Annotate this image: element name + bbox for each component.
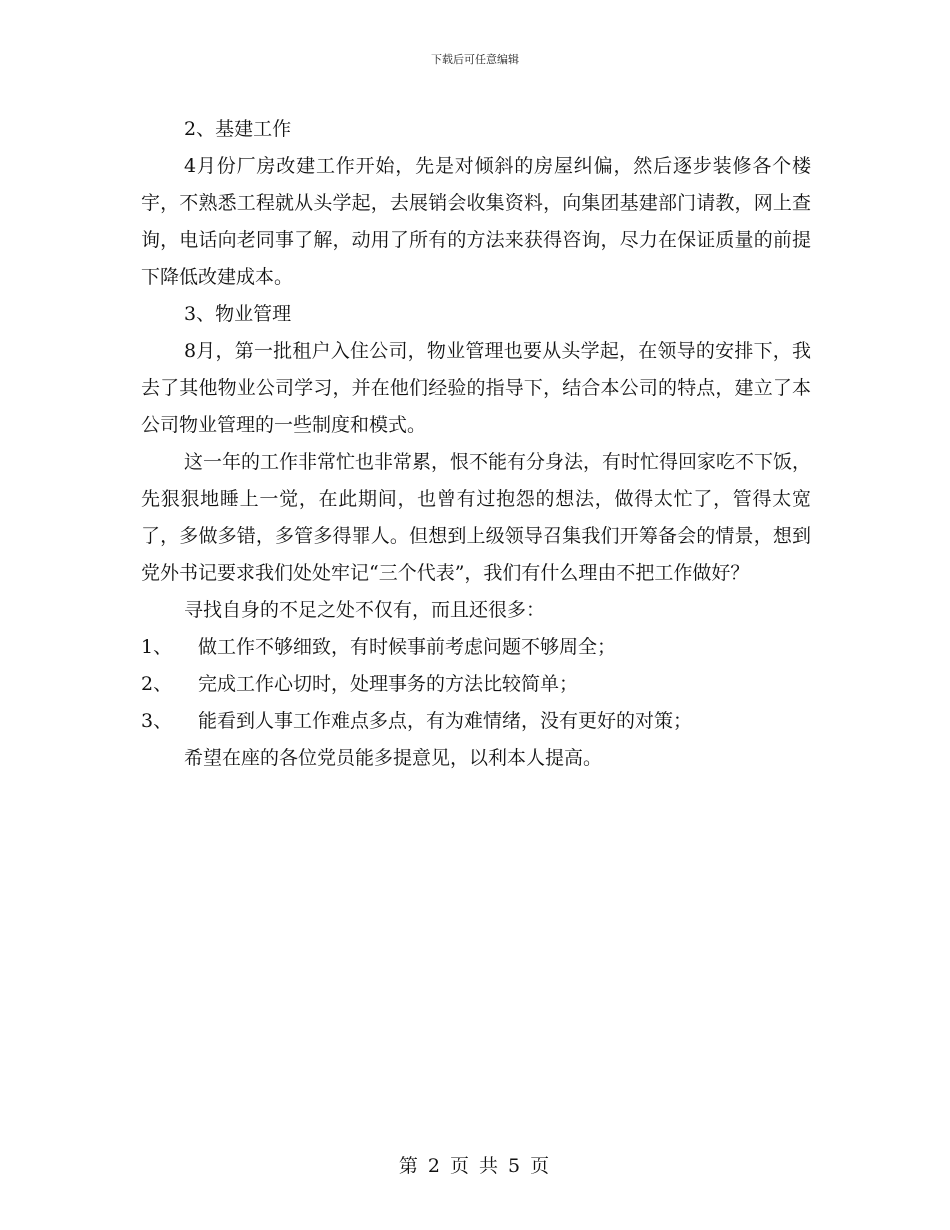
list-item-text: 做工作不够细致，有时候事前考虑问题不够周全； xyxy=(198,636,617,658)
closing-paragraph: 希望在座的各位党员能多提意见，以利本人提高。 xyxy=(184,747,603,769)
section-2-paragraph: 4月份厂房改建工作开始，先是对倾斜的房屋纠偏，然后逐步装修各个楼宇，不熟悉工程就从头学起，去展销会收集资料，向集团基建部门请教，网上查询，电话向老同事了解，动用了所有的方法来获得咨询，尽力在保证质量的前提下降低改建成本。 xyxy=(141,155,811,288)
list-item xyxy=(141,703,811,740)
list-item-text: 能看到人事工作难点多点，有为难情绪，没有更好的对策； xyxy=(198,710,693,732)
list-item xyxy=(141,666,811,703)
list-item-number: 2、 xyxy=(141,673,173,695)
shortcomings-intro: 寻找自身的不足之处不仅有，而且还很多： xyxy=(184,599,546,621)
section-3-paragraph: 8月，第一批租户入住公司，物业管理也要从头学起，在领导的安排下，我去了其他物业公司学习，并在他们经验的指导下，结合本公司的特点，建立了本公司物业管理的一些制度和模式。 xyxy=(141,340,811,436)
list-item-number: 1、 xyxy=(141,636,173,658)
list-item xyxy=(141,629,811,666)
section-3-title: 3、物业管理 xyxy=(184,303,292,325)
reflection-paragraph: 这一年的工作非常忙也非常累，恨不能有分身法，有时忙得回家吃不下饭，先狠狠地睡上一觉，在此期间，也曾有过抱怨的想法，做得太忙了，管得太宽了，多做多错，多管多得罪人。但想到上级领导召集我们开筹备会的情景，想到党外书记要求我们处处牢记“三个代表”，我们有什么理由不把工作做好？ xyxy=(141,451,812,584)
list-item-text: 完成工作心切时，处理事务的方法比较简单； xyxy=(198,673,579,695)
page-header-note: 下载后可任意编辑 xyxy=(431,53,519,66)
list-item-number: 3、 xyxy=(141,710,173,732)
page-number-footer: 第 2 页 共 5 页 xyxy=(398,1155,552,1177)
document-body xyxy=(141,111,811,777)
section-2-title: 2、基建工作 xyxy=(184,118,292,140)
